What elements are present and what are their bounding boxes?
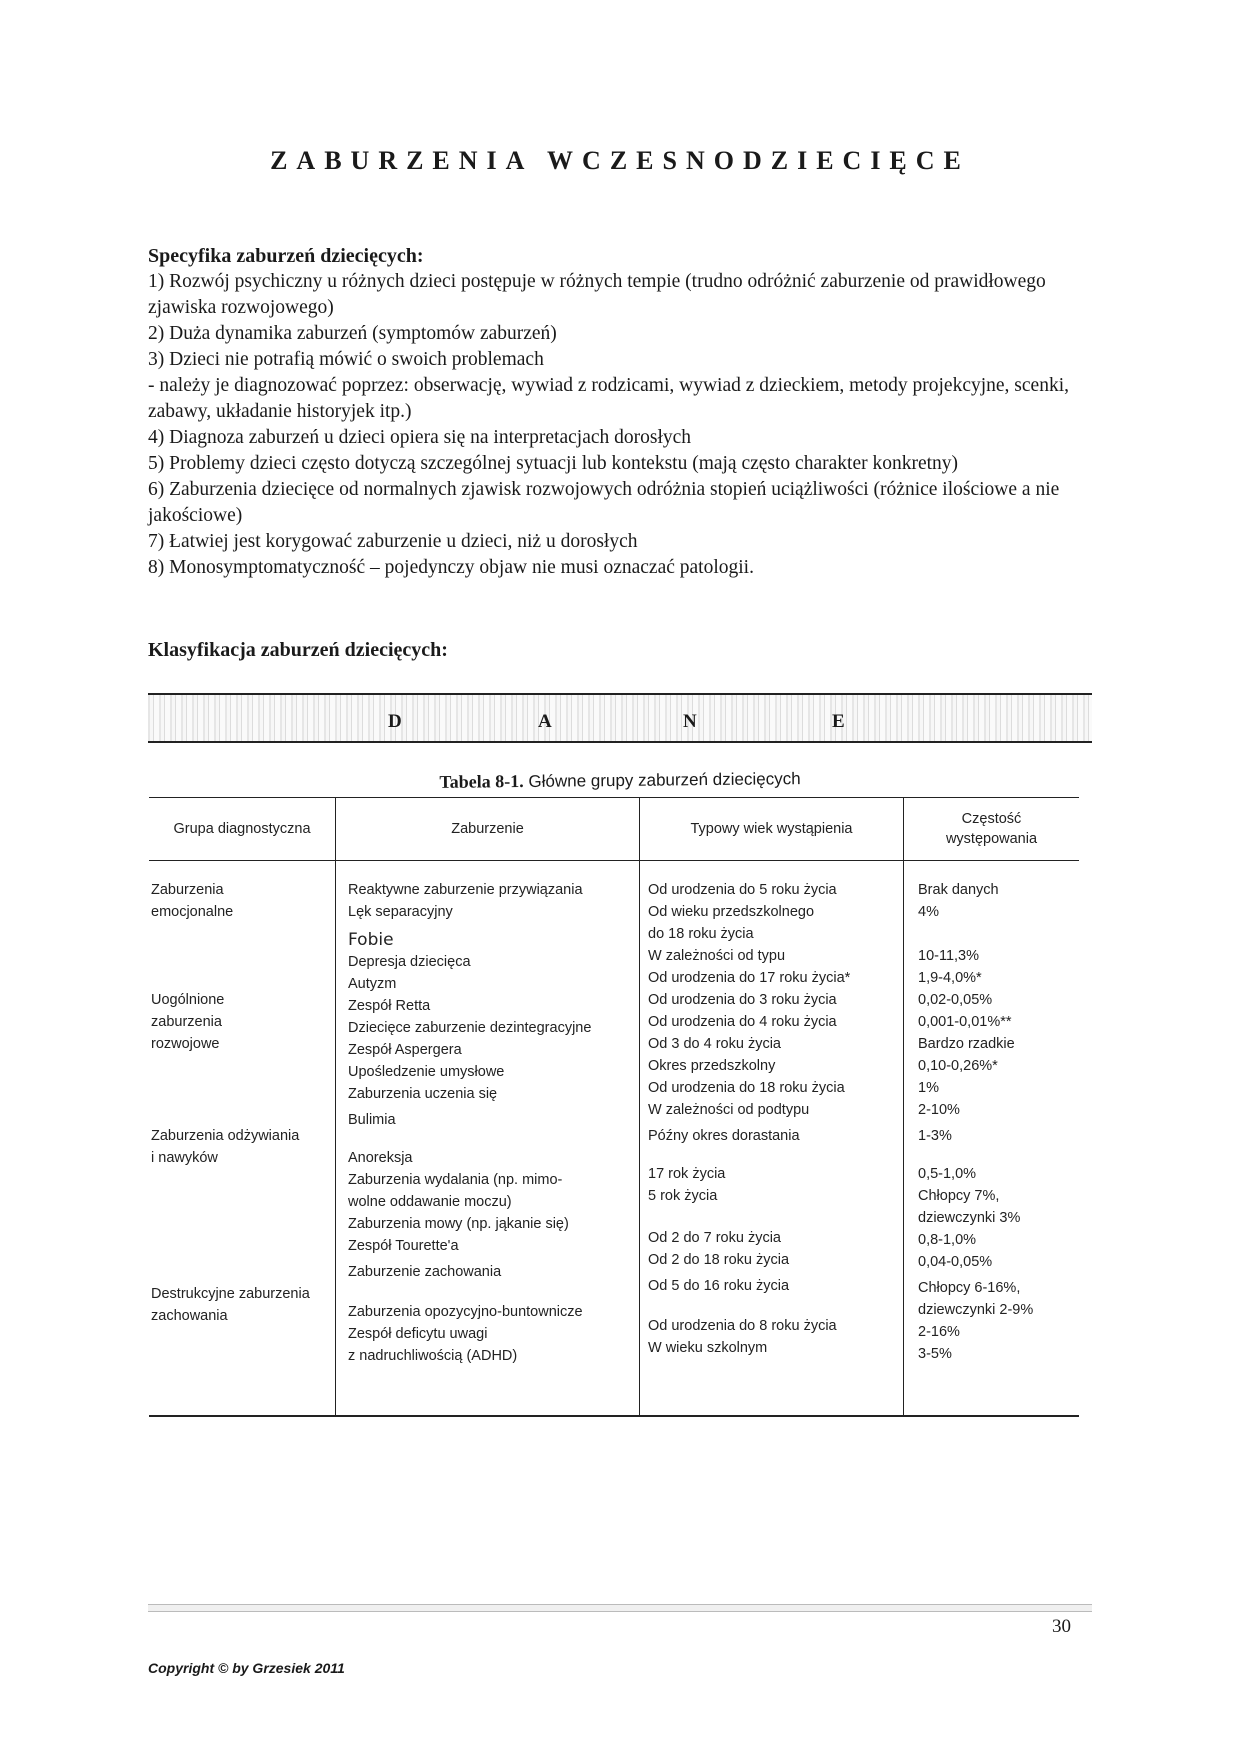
specyfika-line-4: 4) Diagnoza zaburzeń u dzieci opiera się na interpretacjach dorosłych	[148, 427, 692, 448]
age-cell: Od 5 do 16 roku życia	[648, 1278, 790, 1294]
disorder-cell: Bulimia	[348, 1112, 396, 1128]
age-cell: Od urodzenia do 5 roku życia	[648, 882, 837, 898]
frequency-cell: 0,10-0,26%*	[918, 1058, 998, 1074]
disorder-column	[335, 861, 639, 1415]
age-cell: Okres przedszkolny	[648, 1058, 776, 1074]
disorder-cell: Upośledzenie umysłowe	[348, 1064, 505, 1080]
page-title: ZABURZENIA WCZESNODZIECIĘCE	[270, 146, 970, 175]
specyfika-line-2: 2) Duża dynamika zaburzeń (symptomów zaburzeń)	[148, 323, 557, 344]
group-cell: i nawyków	[151, 1150, 218, 1166]
header-frequency-text: Częstość występowania	[945, 811, 1038, 847]
frequency-cell: 2-10%	[918, 1102, 960, 1118]
frequency-cell: Bardzo rzadkie	[918, 1036, 1015, 1052]
disorder-cell: Zaburzenia uczenia się	[348, 1086, 498, 1102]
header-group: Grupa diagnostyczna	[173, 821, 311, 837]
age-cell: W wieku szkolnym	[648, 1340, 768, 1356]
band-letter: D	[388, 711, 402, 732]
age-cell: 5 rok życia	[648, 1188, 718, 1204]
age-cell: Od urodzenia do 4 roku życia	[648, 1014, 837, 1030]
specyfika-line-3: 3) Dzieci nie potrafią mówić o swoich problemach	[148, 349, 544, 370]
age-cell: Od urodzenia do 8 roku życia	[648, 1318, 837, 1334]
group-cell: Zaburzenia	[151, 882, 224, 898]
disorder-cell: Zespół Retta	[348, 998, 431, 1014]
specyfika-line-5: 5) Problemy dzieci często dotyczą szczególnej sytuacji lub kontekstu (mają często charakter konkretny)	[148, 453, 959, 474]
group-cell: zachowania	[151, 1308, 228, 1324]
age-cell: W zależności od typu	[648, 948, 786, 964]
group-column	[149, 861, 335, 1415]
age-cell: Od urodzenia do 17 roku życia*	[648, 970, 851, 986]
disorder-cell: Zaburzenie zachowania	[348, 1264, 502, 1280]
age-cell: Od 3 do 4 roku życia	[648, 1036, 781, 1052]
specyfika-line-6: 6) Zaburzenia dziecięce od normalnych zjawisk rozwojowych odróżnia stopień uciążliwości (różnice ilościowe a nie jakościowe)	[148, 479, 1060, 526]
specyfika-line-1: 1) Rozwój psychiczny u różnych dzieci postępuje w różnych tempie (trudno odróżnić zaburzenie od prawidłowego zjawiska rozwojowego)	[148, 271, 1046, 318]
disorder-cell: Reaktywne zaburzenie przywiązania	[348, 882, 583, 898]
header-disorder: Zaburzenie	[335, 798, 639, 860]
frequency-cell: Brak danych	[918, 882, 999, 898]
age-cell: Od 2 do 18 roku życia	[648, 1252, 790, 1268]
table-header-row	[149, 797, 1079, 861]
frequency-cell: 0,8-1,0%	[918, 1232, 977, 1248]
disorder-cell: Autyzm	[348, 976, 397, 992]
frequency-cell: Chłopcy 6-16%,	[918, 1280, 1021, 1296]
frequency-column	[903, 861, 1079, 1415]
specyfika-line-3-note: - należy je diagnozować poprzez: obserwację, wywiad z rodzicami, wywiad z dzieckiem, metody projekcyjne, scenki, zabawy, układanie historyjek itp.)	[148, 375, 1069, 422]
frequency-cell: dziewczynki 2-9%	[918, 1302, 1034, 1318]
band-letter: A	[538, 711, 552, 732]
age-cell: do 18 roku życia	[648, 926, 754, 942]
age-column	[639, 861, 903, 1415]
frequency-cell: 4%	[918, 904, 939, 920]
table-caption-label: Tabela 8-1.	[439, 771, 524, 792]
group-cell: rozwojowe	[151, 1036, 220, 1052]
frequency-cell: 10-11,3%	[918, 948, 979, 964]
page-number: 30	[1052, 1616, 1071, 1637]
age-cell: W zależności od podtypu	[648, 1102, 810, 1118]
age-cell: Od wieku przedszkolnego	[648, 904, 815, 920]
frequency-cell: 2-16%	[918, 1324, 960, 1340]
age-cell: 17 rok życia	[648, 1166, 726, 1182]
band-letter: N	[683, 711, 697, 732]
klasyfikacja-section	[148, 637, 1078, 663]
disorder-cell: Anoreksja	[348, 1150, 413, 1166]
age-cell: Późny okres dorastania	[648, 1128, 800, 1144]
specyfika-section	[148, 243, 1078, 581]
table-caption-text: Główne grupy zaburzeń dziecięcych	[528, 769, 801, 791]
disorder-cell: Zespół deficytu uwagi	[348, 1326, 488, 1342]
disorder-cell: Lęk separacyjny	[348, 904, 453, 920]
disorder-cell: Fobie	[348, 930, 394, 950]
age-cell: Od urodzenia do 18 roku życia	[648, 1080, 845, 1096]
frequency-cell: 0,02-0,05%	[918, 992, 993, 1008]
disorders-table	[149, 797, 1079, 1417]
disorder-cell: Zaburzenia opozycyjno-buntownicze	[348, 1304, 583, 1320]
group-cell: Zaburzenia odżywiania	[151, 1128, 300, 1144]
specyfika-line-8: 8) Monosymptomatyczność – pojedynczy objaw nie musi oznaczać patologii.	[148, 557, 754, 578]
frequency-cell: 0,04-0,05%	[918, 1254, 993, 1270]
copyright-notice: Copyright © by Grzesiek 2011	[148, 1660, 345, 1676]
frequency-cell: 1-3%	[918, 1128, 952, 1144]
footer-divider	[148, 1604, 1092, 1612]
specyfika-heading: Specyfika zaburzeń dziecięcych:	[148, 245, 424, 267]
disorder-cell: Zespół Aspergera	[348, 1042, 462, 1058]
table-caption	[0, 764, 1240, 798]
header-frequency	[903, 798, 1079, 860]
band-letter: E	[832, 711, 845, 732]
disorder-cell: Zaburzenia wydalania (np. mimo-	[348, 1172, 563, 1188]
disorder-cell: z nadruchliwością (ADHD)	[348, 1348, 518, 1364]
disorder-cell: Zespół Tourette'a	[348, 1238, 459, 1254]
frequency-cell: 1%	[918, 1080, 939, 1096]
header-age: Typowy wiek wystąpienia	[639, 798, 903, 860]
frequency-cell: dziewczynki 3%	[918, 1210, 1021, 1226]
group-cell: zaburzenia	[151, 1014, 222, 1030]
frequency-cell: 0,5-1,0%	[918, 1166, 977, 1182]
disorder-cell: Dziecięce zaburzenie dezintegracyjne	[348, 1020, 592, 1036]
age-cell: Od urodzenia do 3 roku życia	[648, 992, 837, 1008]
specyfika-line-7: 7) Łatwiej jest korygować zaburzenie u dzieci, niż u dorosłych	[148, 531, 638, 552]
disorder-cell: Depresja dziecięca	[348, 954, 471, 970]
frequency-cell: Chłopcy 7%,	[918, 1188, 1000, 1204]
frequency-cell: 0,001-0,01%**	[918, 1014, 1012, 1030]
frequency-cell: 1,9-4,0%*	[918, 970, 982, 986]
scanned-header-band	[148, 693, 1092, 743]
klasyfikacja-heading: Klasyfikacja zaburzeń dziecięcych:	[148, 639, 448, 661]
group-cell: Destrukcyjne zaburzenia	[151, 1286, 310, 1302]
disorder-cell: Zaburzenia mowy (np. jąkanie się)	[348, 1216, 569, 1232]
age-cell: Od 2 do 7 roku życia	[648, 1230, 781, 1246]
table-body	[149, 861, 1079, 1417]
disorder-cell: wolne oddawanie moczu)	[348, 1194, 512, 1210]
group-cell: Uogólnione	[151, 992, 225, 1008]
group-cell: emocjonalne	[151, 904, 234, 920]
frequency-cell: 3-5%	[918, 1346, 952, 1362]
